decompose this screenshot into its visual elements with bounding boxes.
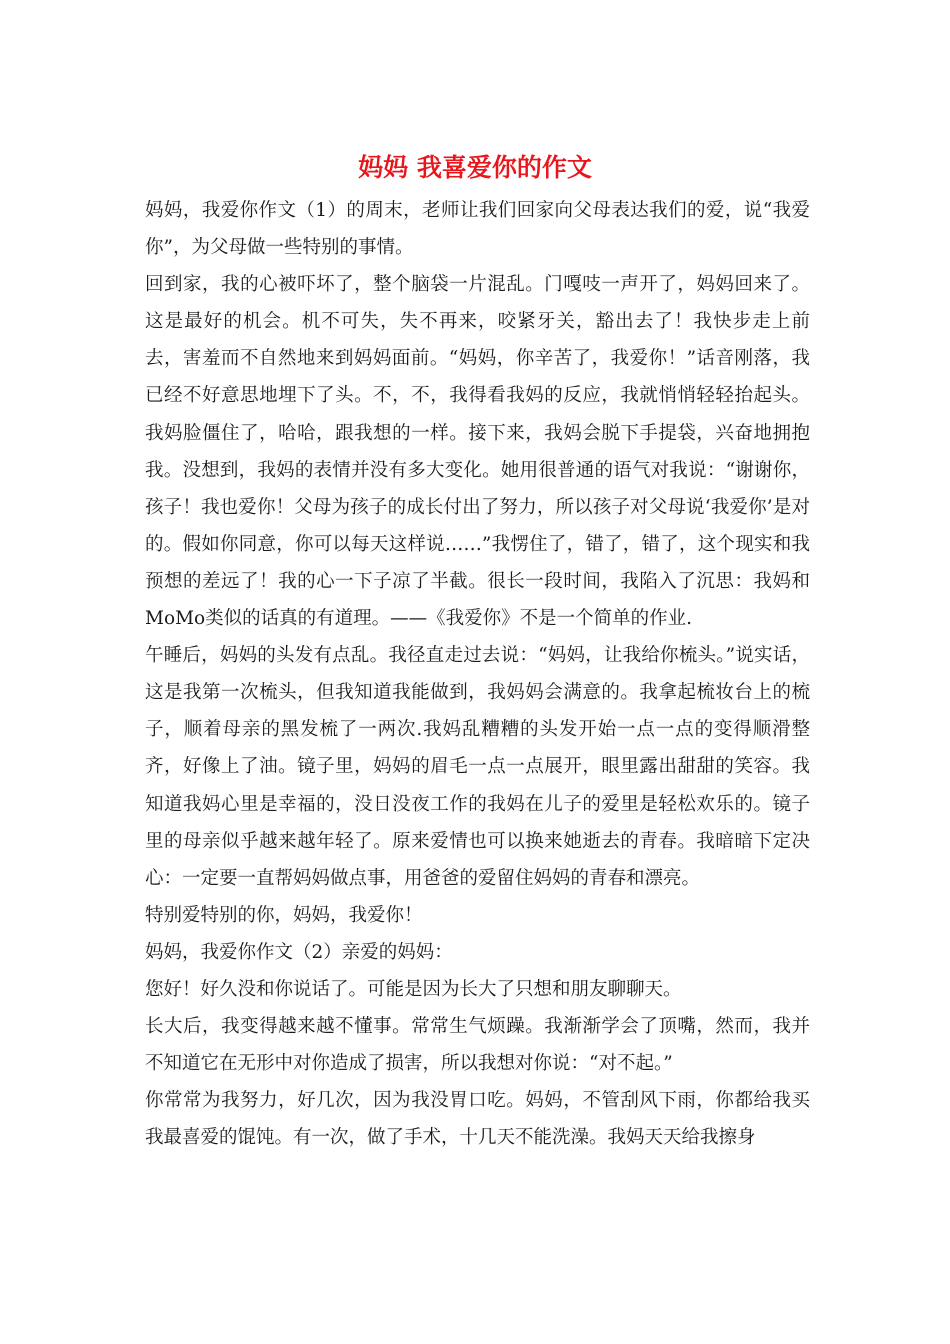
paragraph: 您好！好久没和你说话了。可能是因为长大了只想和朋友聊聊天。 <box>145 978 682 1000</box>
paragraph: 特别爱特别的你，妈妈，我爱你！ <box>145 904 423 926</box>
document-title: 妈妈 我喜爱你的作文 <box>358 153 592 182</box>
paragraph: 妈妈，我爱你作文（2）亲爱的妈妈： <box>145 941 453 963</box>
paragraph: 妈妈，我爱你作文（1）的周末，老师让我们回家向父母表达我们的爱，说“我爱你”，为父母做一些特别的事情。 <box>145 200 810 259</box>
paragraph: 长大后，我变得越来越不懂事。常常生气烦躁。我渐渐学会了顶嘴，然而，我并不知道它在无形中对你造成了损害，所以我想对你说：“对不起。” <box>145 1016 810 1075</box>
paragraph: 你常常为我努力，好几次，因为我没胃口吃。妈妈，不管刮风下雨，你都给我买我最喜爱的馄饨。有一次，做了手术，十几天不能洗澡。我妈天天给我擦身 <box>145 1090 810 1149</box>
paragraph: 午睡后，妈妈的头发有点乱。我径直走过去说：“妈妈，让我给你梳头。”说实话，这是我第一次梳头，但我知道我能做到，我妈妈会满意的。我拿起梳妆台上的梳子，顺着母亲的黑发梳了一两次.我妈乱糟糟的头发开始一点一点的变得顺滑整齐，好像上了油。镜子里，妈妈的眉毛一点一点展开，眼里露出甜甜的笑容。我知道我妈心里是幸福的，没日没夜工作的我妈在儿子的爱里是轻松欢乐的。镜子里的母亲似乎越来越年轻了。原来爱情也可以换来她逝去的青春。我暗暗下定决心：一定要一直帮妈妈做点事，用爸爸的爱留住妈妈的青春和漂亮。 <box>145 645 810 889</box>
document-body <box>145 192 810 1156</box>
paragraph: 回到家，我的心被吓坏了，整个脑袋一片混乱。门嘎吱一声开了，妈妈回来了。这是最好的机会。机不可失，失不再来，咬紧牙关，豁出去了！我快步走上前去，害羞而不自然地来到妈妈面前。“妈妈，你辛苦了，我爱你！”话音刚落，我已经不好意思地埋下了头。不，不，我得看我妈的反应，我就悄悄轻轻抬起头。我妈脸僵住了，哈哈，跟我想的一样。接下来，我妈会脱下手提袋，兴奋地拥抱我。没想到，我妈的表情并没有多大变化。她用很普通的语气对我说：“谢谢你，孩子！我也爱你！父母为孩子的成长付出了努力，所以孩子对父母说‘我爱你’是对的。假如你同意，你可以每天这样说……”我愣住了，错了，错了，这个现实和我预想的差远了！我的心一下子凉了半截。很长一段时间，我陷入了沉思：我妈和MoMo类似的话真的有道理。——《我爱你》不是一个简单的作业. <box>145 274 810 630</box>
